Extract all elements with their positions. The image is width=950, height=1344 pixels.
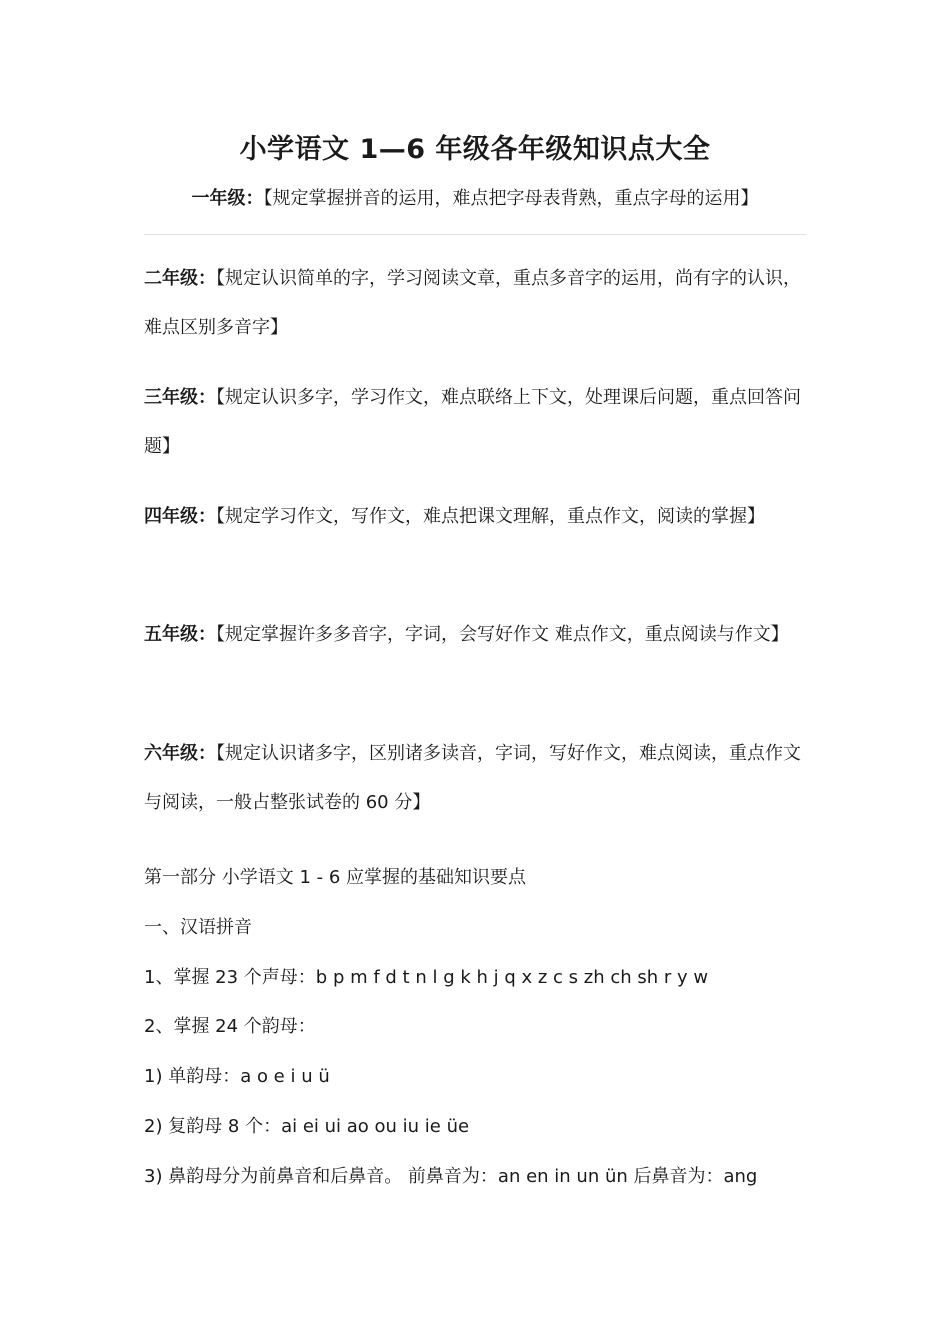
body-line-finals: 2、掌握 24 个韵母： bbox=[144, 1016, 316, 1037]
grade-6-text: 【规定认识诸多字，区别诸多读音，字词，写好作文，难点阅读，重点作文与阅读，一般占整张试卷的 60 分】 bbox=[144, 743, 801, 813]
body-line-initials: 1、掌握 23 个声母：b p m f d t n l g k h j q x z c s zh ch sh r y w bbox=[144, 967, 709, 988]
grade-1-label: 一年级： bbox=[191, 188, 264, 209]
subsection-heading: 一、汉语拼音 bbox=[144, 917, 252, 938]
body-line-nasal-finals: 3) 鼻韵母分为前鼻音和后鼻音。 前鼻音为：an en in un ün 后鼻音为：ang bbox=[144, 1166, 758, 1187]
divider bbox=[144, 234, 806, 235]
grade-2-paragraph bbox=[144, 254, 808, 352]
grade-5-text: 【规定掌握许多多音字，字词，会写好作文 难点作文，重点阅读与作文】 bbox=[216, 624, 789, 645]
grade-3-label: 三年级： bbox=[144, 387, 216, 408]
grade-3-paragraph bbox=[144, 373, 808, 471]
grade-4-label: 四年级： bbox=[144, 506, 216, 527]
body-line-compound-finals: 2) 复韵母 8 个：ai ei ui ao ou iu ie üe bbox=[144, 1116, 470, 1137]
grade-3-text: 【规定认识多字，学习作文，难点联络上下文，处理课后问题，重点回答问题】 bbox=[144, 387, 801, 457]
section-heading: 第一部分 小学语文 1 - 6 应掌握的基础知识要点 bbox=[144, 867, 527, 888]
grade-1-line bbox=[0, 184, 950, 214]
grade-6-paragraph bbox=[144, 729, 808, 827]
grade-4-text: 【规定学习作文，写作文，难点把课文理解，重点作文，阅读的掌握】 bbox=[216, 506, 765, 527]
grade-5-label: 五年级： bbox=[144, 624, 216, 645]
document-title: 小学语文 1—6 年级各年级知识点大全 bbox=[239, 134, 711, 165]
body-line-simple-finals: 1) 单韵母：a o e i u ü bbox=[144, 1066, 330, 1087]
grade-4-paragraph bbox=[144, 492, 808, 541]
grade-1-text: 【规定掌握拼音的运用，难点把字母表背熟，重点字母的运用】 bbox=[263, 188, 759, 209]
grade-6-label: 六年级： bbox=[144, 743, 216, 764]
grade-2-label: 二年级： bbox=[144, 268, 216, 289]
grade-2-text: 【规定认识简单的字，学习阅读文章，重点多音字的运用，尚有字的认识，难点区别多音字】 bbox=[144, 268, 801, 338]
grade-5-paragraph bbox=[144, 610, 808, 659]
